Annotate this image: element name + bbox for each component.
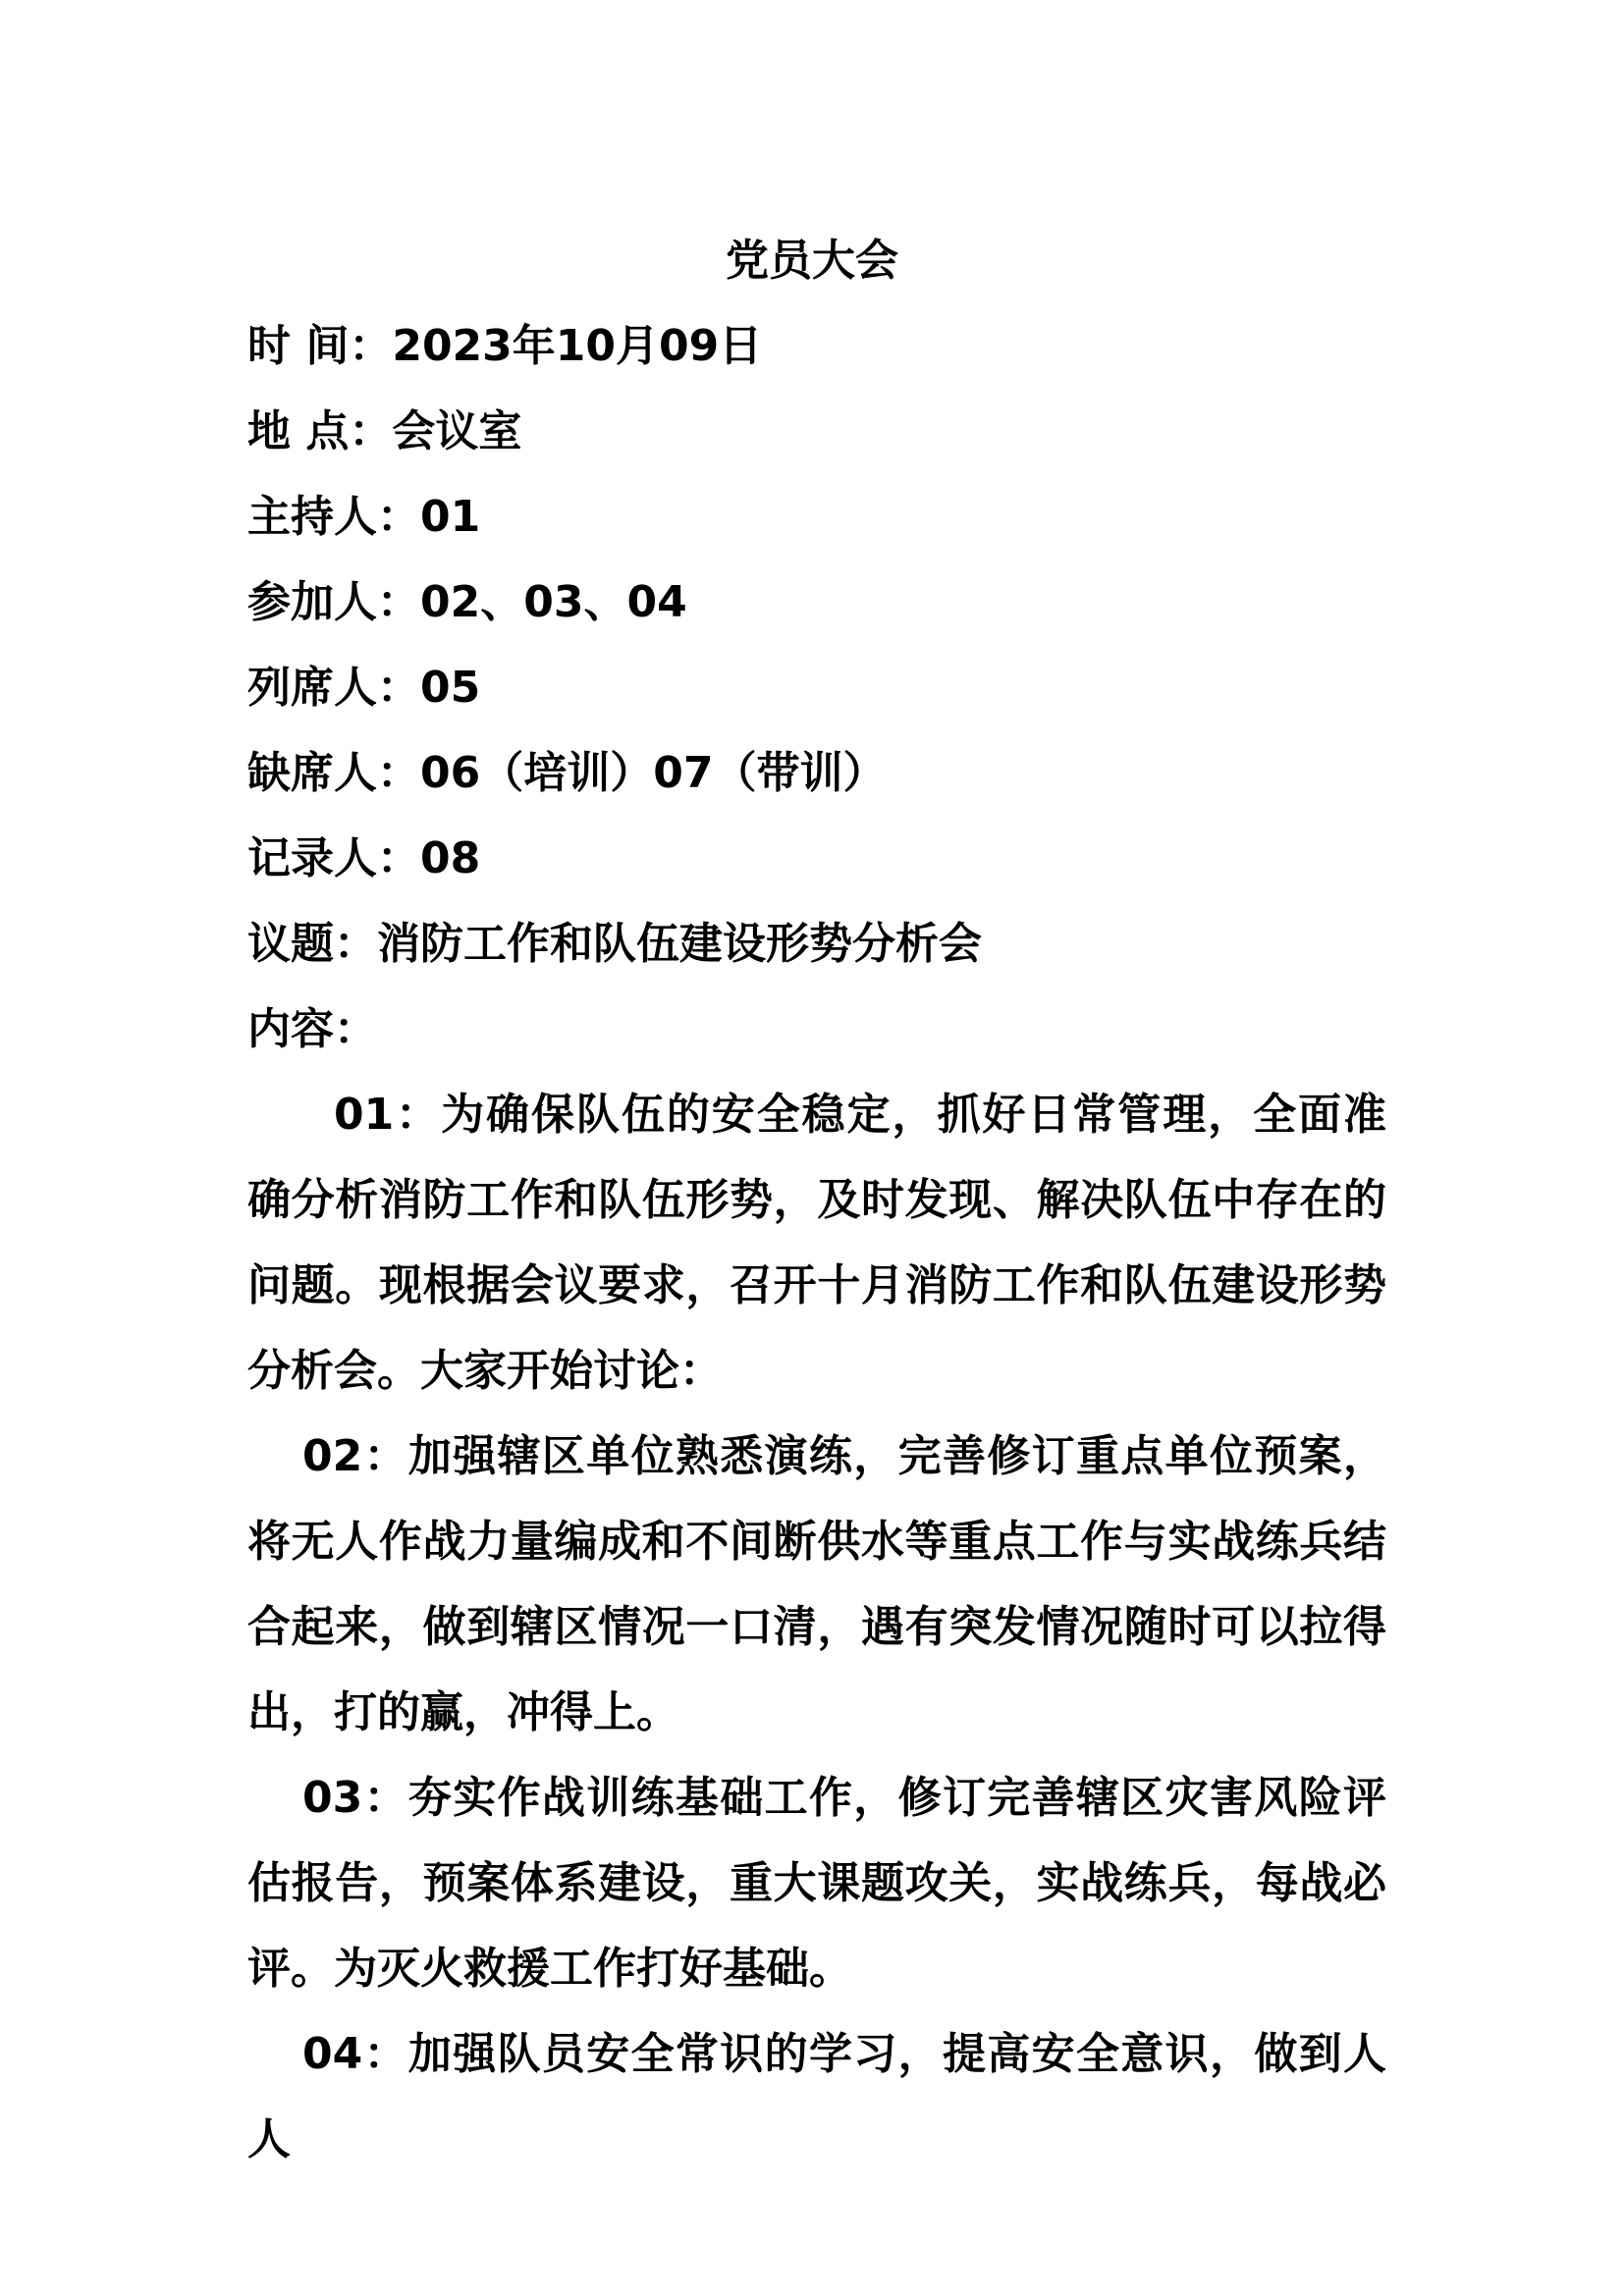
meta-label: 列席人： xyxy=(247,663,420,713)
meta-value: 06（培训）07（带训） xyxy=(420,748,887,798)
paragraph-speaker-01: 01：为确保队伍的安全稳定，抓好日常管理，全面准确分析消防工作和队伍形势，及时发现、解决队伍中存在的问题。现根据会议要求，召开十月消防工作和队伍建设形势分析会。大家开始讨论： xyxy=(247,1090,1386,1396)
meta-value: 01 xyxy=(420,492,481,542)
meta-label: 记录人： xyxy=(247,833,420,883)
meta-value: 08 xyxy=(420,833,481,883)
meta-value: 会议室 xyxy=(392,406,522,456)
meta-label: 内容： xyxy=(247,1004,377,1054)
paragraph-speaker-02: 02：加强辖区单位熟悉演练，完善修订重点单位预案，将无人作战力量编成和不间断供水等重点工作与实战练兵结合起来，做到辖区情况一口清，遇有突发情况随时可以拉得出，打的赢，冲得上。 xyxy=(247,1431,1386,1737)
meta-value: 02、03、04 xyxy=(420,577,687,627)
document-title: 党员大会 xyxy=(726,236,898,286)
meta-label: 议题： xyxy=(247,919,377,969)
meta-label: 参加人： xyxy=(247,577,420,627)
document-body xyxy=(247,303,1386,2182)
meta-value: 消防工作和队伍建设形势分析会 xyxy=(377,919,982,969)
meta-time xyxy=(247,303,1386,389)
meta-label: 地 点： xyxy=(247,406,393,456)
meta-label: 缺席人： xyxy=(247,748,420,798)
meta-observers xyxy=(247,645,1386,730)
meta-content xyxy=(247,987,1386,1072)
meta-location xyxy=(247,389,1386,474)
meta-topic xyxy=(247,901,1386,987)
paragraph-speaker-03: 03：夯实作战训练基础工作，修订完善辖区灾害风险评估报告，预案体系建设，重大课题攻关，实战练兵，每战必评。为灭火救援工作打好基础。 xyxy=(247,1773,1386,1994)
meta-label: 主持人： xyxy=(247,492,420,542)
meta-value: 05 xyxy=(420,663,481,713)
meta-absentees xyxy=(247,730,1386,816)
meta-host xyxy=(247,474,1386,560)
meta-attendees xyxy=(247,560,1386,645)
meta-recorder xyxy=(247,816,1386,901)
meta-value: 2023年10月09日 xyxy=(392,321,763,371)
paragraph-speaker-04: 04：加强队员安全常识的学习，提高安全意识，做到人人 xyxy=(247,2029,1386,2164)
meta-label: 时 间： xyxy=(247,321,393,371)
